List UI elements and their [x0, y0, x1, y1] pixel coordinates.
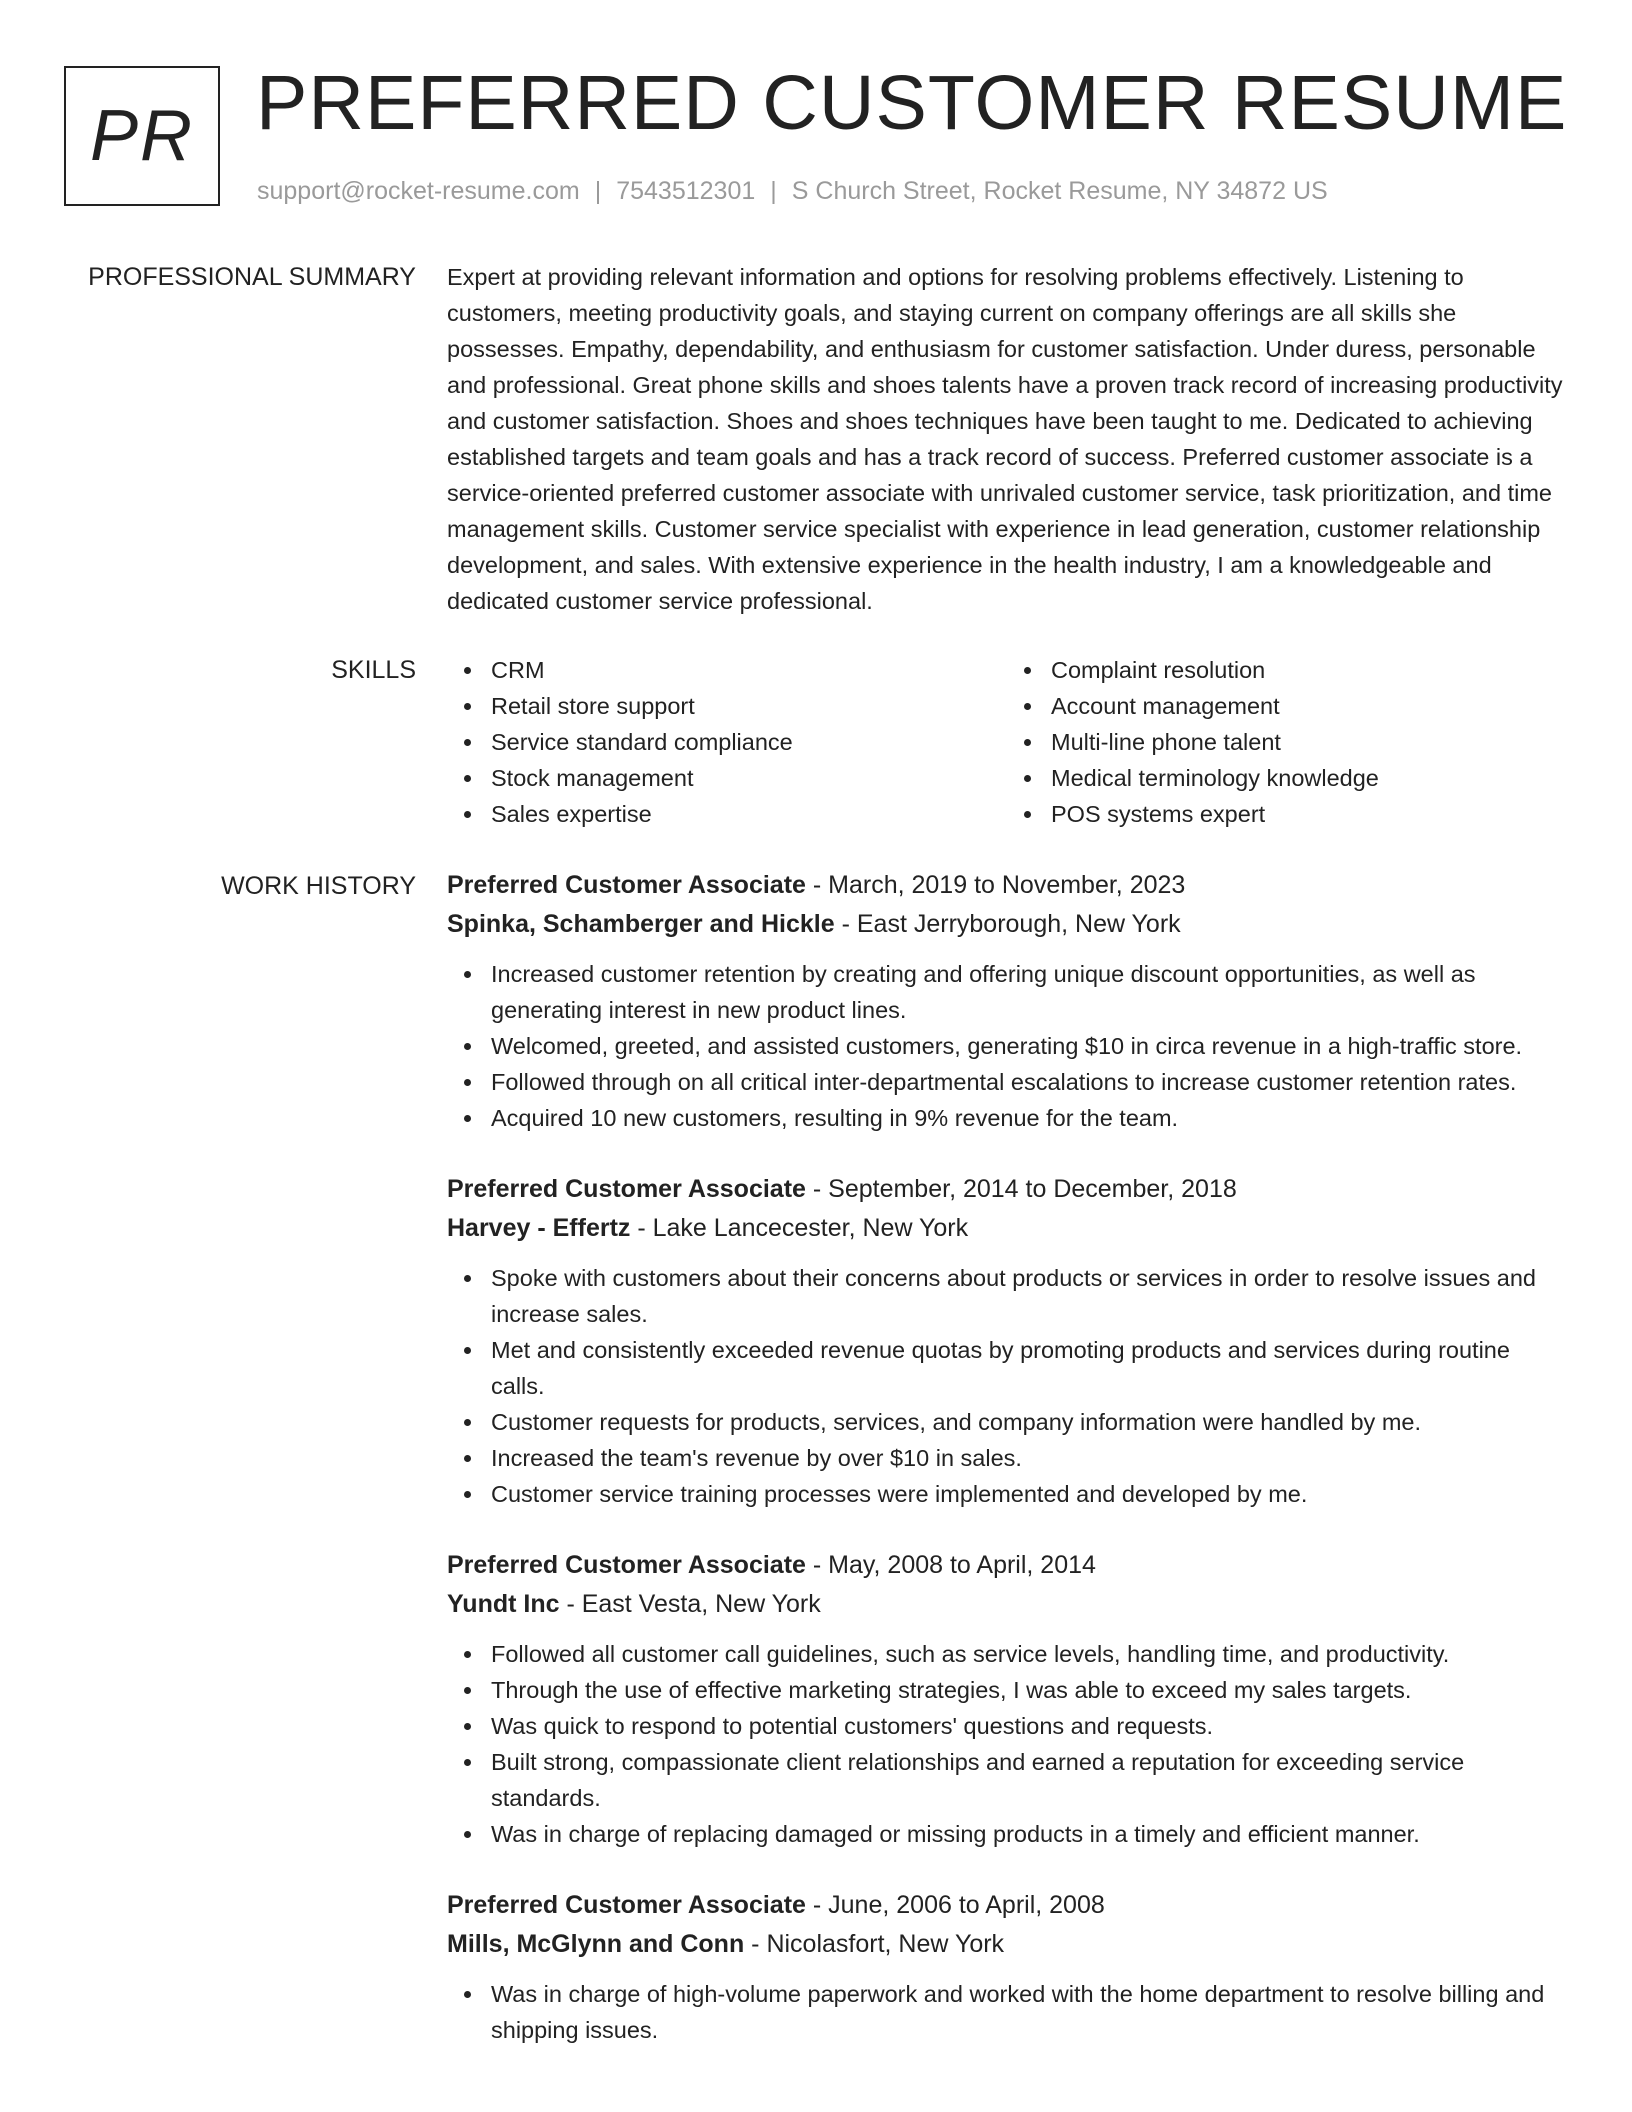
job-company: Mills, McGlynn and Conn — [447, 1930, 745, 1958]
skill-item: Medical terminology knowledge — [1051, 760, 1567, 796]
skills-list-left — [447, 652, 1007, 832]
job-bullet: Through the use of effective marketing strategies, I was able to exceed my sales targets. — [491, 1672, 1567, 1708]
job-bullets — [447, 1260, 1567, 1512]
job-bullet: Increased customer retention by creating and offering unique discount opportunities, as well as generating interest in new product lines. — [491, 956, 1567, 1028]
job-title-line — [447, 1886, 1567, 1925]
contact-line — [257, 174, 1328, 208]
contact-email: support@rocket-resume.com — [257, 177, 580, 205]
skill-item: POS systems expert — [1051, 796, 1567, 832]
skill-item: Retail store support — [491, 688, 1007, 724]
job-title-line — [447, 866, 1567, 905]
job-entry — [447, 1170, 1567, 1512]
job-bullet: Was in charge of replacing damaged or missing products in a timely and efficient manner. — [491, 1816, 1567, 1852]
skill-item: Service standard compliance — [491, 724, 1007, 760]
job-dates: - September, 2014 to December, 2018 — [805, 1175, 1237, 1203]
job-company-line — [447, 1585, 1567, 1624]
job-title: Preferred Customer Associate — [447, 1175, 806, 1203]
job-entry — [447, 1546, 1567, 1852]
job-bullet: Followed all customer call guidelines, such as service levels, handling time, and productivity. — [491, 1636, 1567, 1672]
job-title: Preferred Customer Associate — [447, 1891, 806, 1919]
job-location: - East Jerryborough, New York — [834, 910, 1181, 938]
job-title: Preferred Customer Associate — [447, 871, 806, 899]
skills-heading: SKILLS — [331, 656, 416, 684]
skill-item: Account management — [1051, 688, 1567, 724]
job-company: Spinka, Schamberger and Hickle — [447, 910, 835, 938]
skill-item: Sales expertise — [491, 796, 1007, 832]
job-company: Harvey - Effertz — [447, 1214, 631, 1242]
skill-item: Stock management — [491, 760, 1007, 796]
contact-phone: 7543512301 — [616, 177, 756, 205]
contact-separator: | — [770, 177, 777, 205]
job-entry — [447, 866, 1567, 1136]
job-location: - Nicolasfort, New York — [744, 1930, 1005, 1958]
job-bullet: Acquired 10 new customers, resulting in 9% revenue for the team. — [491, 1100, 1567, 1136]
job-bullet: Met and consistently exceeded revenue quotas by promoting products and services during routine calls. — [491, 1332, 1567, 1404]
job-bullet: Followed through on all critical inter-departmental escalations to increase customer retention rates. — [491, 1064, 1567, 1100]
summary-heading: PROFESSIONAL SUMMARY — [88, 263, 416, 291]
skill-item: Multi-line phone talent — [1051, 724, 1567, 760]
job-company-line — [447, 1925, 1567, 1964]
job-company: Yundt Inc — [447, 1590, 560, 1618]
job-bullet: Spoke with customers about their concerns about products or services in order to resolve issues and increase sales. — [491, 1260, 1567, 1332]
job-bullet: Increased the team's revenue by over $10 in sales. — [491, 1440, 1567, 1476]
job-bullet: Built strong, compassionate client relationships and earned a reputation for exceeding service standards. — [491, 1744, 1567, 1816]
job-entry — [447, 1886, 1567, 2048]
job-bullet: Customer service training processes were implemented and developed by me. — [491, 1476, 1567, 1512]
skill-item: Complaint resolution — [1051, 652, 1567, 688]
job-company-line — [447, 1209, 1567, 1248]
monogram-logo: PR — [64, 66, 220, 206]
job-dates: - March, 2019 to November, 2023 — [805, 871, 1186, 899]
job-location: - Lake Lancecester, New York — [630, 1214, 969, 1242]
skill-item: CRM — [491, 652, 1007, 688]
job-location: - East Vesta, New York — [559, 1590, 821, 1618]
job-bullet: Was quick to respond to potential customers' questions and requests. — [491, 1708, 1567, 1744]
job-bullets — [447, 956, 1567, 1136]
job-bullet: Was in charge of high-volume paperwork and worked with the home department to resolve billing and shipping issues. — [491, 1976, 1567, 2048]
job-dates: - May, 2008 to April, 2014 — [805, 1551, 1096, 1579]
skills-body — [447, 652, 1567, 832]
resume-title: PREFERRED CUSTOMER RESUME — [256, 60, 1568, 146]
summary-text: Expert at providing relevant information and options for resolving problems effectively. Listening to customers, meeting productivity goals, and staying current on company offerings are all skills she possesses. Empathy, dependability, and enthusiasm for customer satisfaction. Under duress, personable and professional. Great phone skills and shoes talents have a proven track record of increasing productivity and customer satisfaction. Shoes and shoes techniques have been taught to me. Dedicated to achieving established targets and team goals and has a track record of success. Preferred customer associate is a service-oriented preferred customer associate with unrivaled customer service, task prioritization, and time management skills. Customer service specialist with experience in lead generation, customer relationship development, and sales. With extensive experience in the health industry, I am a knowledgeable and dedicated customer service professional. — [447, 264, 1563, 614]
work-history-heading: WORK HISTORY — [221, 872, 416, 900]
summary-body — [447, 259, 1567, 619]
job-company-line — [447, 905, 1567, 944]
job-bullets — [447, 1976, 1567, 2048]
work-history-body — [447, 866, 1567, 2082]
job-title-line — [447, 1546, 1567, 1585]
job-bullet: Welcomed, greeted, and assisted customers, generating $10 in circa revenue in a high-traffic store. — [491, 1028, 1567, 1064]
skills-list-right — [1007, 652, 1567, 832]
job-title: Preferred Customer Associate — [447, 1551, 806, 1579]
job-bullets — [447, 1636, 1567, 1852]
job-bullet: Customer requests for products, services, and company information were handled by me. — [491, 1404, 1567, 1440]
job-dates: - June, 2006 to April, 2008 — [805, 1891, 1105, 1919]
contact-address: S Church Street, Rocket Resume, NY 34872 US — [791, 177, 1328, 205]
contact-separator: | — [594, 177, 602, 205]
job-title-line — [447, 1170, 1567, 1209]
